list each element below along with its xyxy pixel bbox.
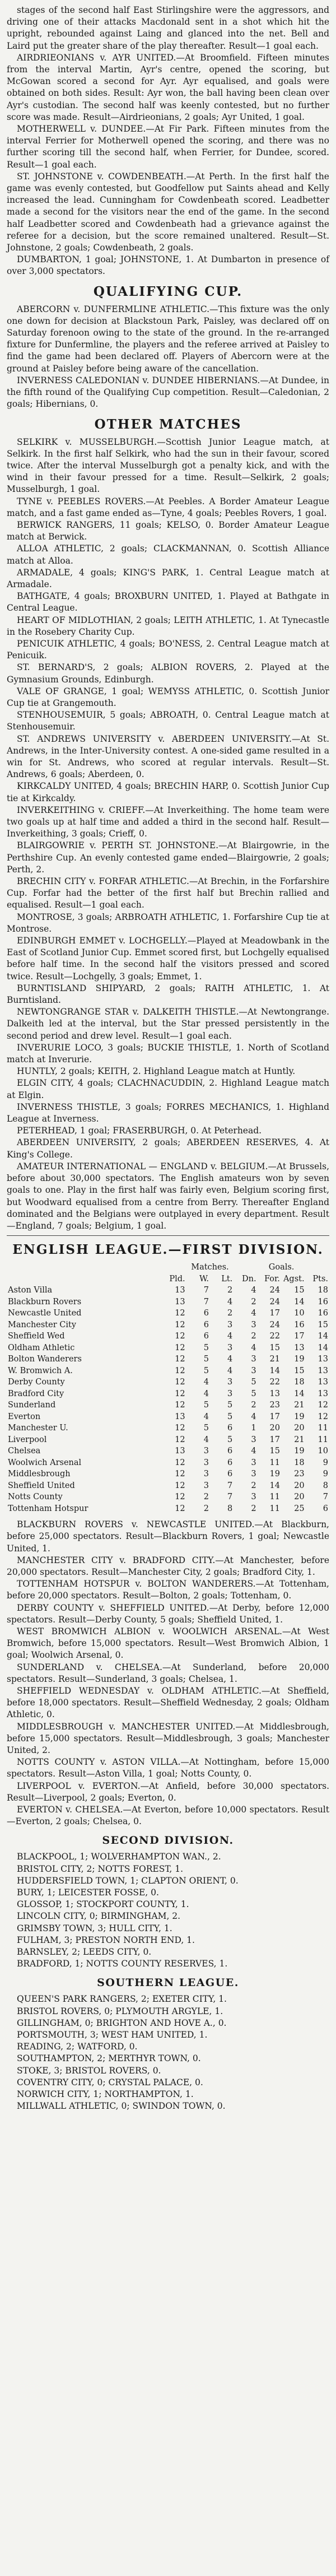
table-row	[7, 1468, 329, 1480]
table-cell: 19	[269, 1470, 280, 1479]
table-cell: 24	[269, 1286, 280, 1295]
first-division-table	[7, 1262, 329, 1514]
table-cell: 11	[318, 1424, 328, 1433]
table-cell: 3	[251, 1492, 256, 1502]
table-row	[7, 1434, 329, 1446]
table-cell: 6	[203, 1332, 209, 1341]
table-cell: 5	[203, 1355, 209, 1364]
table-cell: 3	[203, 1481, 209, 1490]
table-cell: 5	[203, 1424, 209, 1433]
table-cell: 5	[227, 1435, 233, 1444]
table-row	[7, 1354, 329, 1365]
table-cell: 3	[251, 1470, 256, 1479]
result-line: SOUTHAMPTON, 2; MERTHYR TOWN, 0.	[17, 2053, 201, 2064]
match-report: TYNE v. PEEBLES ROVERS.—At Peebles. A Border Amateur League match, and a fast game ended as—Tyne, 4 goals; Peebles Rovers, 1 goal.	[7, 496, 329, 518]
match-report: ABERDEEN UNIVERSITY, 2 goals; ABERDEEN RESERVES, 4. At King's College.	[7, 1137, 329, 1160]
second-division-results	[7, 1851, 329, 1970]
table-cell: 18	[318, 1286, 328, 1295]
table-cell: 3	[251, 1320, 256, 1329]
table-cell: 3	[203, 1458, 209, 1467]
match-report: NEWTONGRANGE STAR v. DALKEITH THISTLE.—At Newtongrange. Dalkeith led at the interval, but the Star pressed persistently in the second period and drew level. Result—1 goal each.	[7, 1007, 329, 1041]
match-report: INVERNESS THISTLE, 3 goals; FORRES MECHANICS, 1. Highland League at Inverness.	[7, 1101, 329, 1124]
table-cell: 4	[203, 1389, 209, 1398]
table-row	[7, 1331, 329, 1342]
table-row	[7, 1422, 329, 1434]
table-row	[7, 1365, 329, 1377]
match-report: STENHOUSEMUIR, 5 goals; ABROATH, 0. Central League match at Stenhousemuir.	[7, 710, 329, 732]
team-name: Bradford City	[8, 1389, 64, 1398]
table-cell: 13	[318, 1355, 328, 1364]
table-cell: 2	[203, 1504, 209, 1513]
table-cell: 10	[294, 1309, 305, 1318]
other-matches-section	[7, 436, 329, 1233]
column-header: Dn.	[242, 1274, 256, 1284]
table-cell: 8	[323, 1481, 328, 1490]
table-cell: 13	[269, 1389, 280, 1398]
table-cell: 6	[227, 1470, 233, 1479]
table-cell: 13	[318, 1366, 328, 1375]
table-header-row	[7, 1273, 329, 1285]
match-report: BLACKBURN ROVERS v. NEWCASTLE UNITED.—At Blackburn, before 25,000 spectators. Result—Blackburn Rovers, 1 goal; Newcastle United, 1.	[7, 1519, 329, 1554]
table-cell: 16	[318, 1297, 328, 1306]
match-report: INVERURIE LOCO, 3 goals; BUCKIE THISTLE, 1. North of Scotland match at Inverurie.	[7, 1042, 329, 1065]
table-cell: 12	[175, 1458, 185, 1467]
table-cell: 15	[269, 1343, 280, 1352]
table-cell: 13	[175, 1286, 185, 1295]
table-cell: 13	[175, 1297, 185, 1306]
result-line: BRADFORD, 1; NOTTS COUNTY RESERVES, 1.	[17, 1959, 228, 1969]
matches-header: Matches.	[191, 1263, 229, 1272]
first-division-heading: ENGLISH LEAGUE.—FIRST DIVISION.	[12, 1242, 324, 1258]
table-cell: 17	[269, 1412, 280, 1421]
team-name: Aston Villa	[8, 1286, 53, 1295]
team-name: Middlesbrough	[8, 1470, 71, 1479]
table-cell: 2	[251, 1297, 256, 1306]
match-report: MIDDLESBROUGH v. MANCHESTER UNITED.—At Middlesbrough, before 15,000 spectators. Result—Middlesbrough, 3 goals; Manchester United, 2.	[7, 1721, 329, 1755]
match-report: EDINBURGH EMMET v. LOCHGELLY.—Played at Meadowbank in the East of Scotland Junior Cup. Emmet scored first, but Lochgelly equalised before half time. In the second half the visitors pressed and scored twice. Result—Lochgelly, 3 goals; Emmet, 1.	[7, 936, 329, 982]
table-cell: 20	[294, 1481, 305, 1490]
table-cell: 3	[251, 1355, 256, 1364]
table-row	[7, 1491, 329, 1503]
table-cell: 3	[203, 1470, 209, 1479]
table-cell: 13	[318, 1378, 328, 1387]
table-cell: 12	[318, 1401, 328, 1410]
table-cell: 6	[203, 1320, 209, 1329]
team-name: Bolton Wanderers	[8, 1355, 82, 1364]
result-line: PORTSMOUTH, 3; WEST HAM UNITED, 1.	[17, 2030, 208, 2040]
table-cell: 6	[203, 1309, 209, 1318]
table-cell: 4	[227, 1355, 233, 1364]
table-cell: 3	[227, 1343, 233, 1352]
table-cell: 5	[203, 1366, 209, 1375]
table-cell: 12	[175, 1378, 185, 1387]
column-header: Pld.	[169, 1274, 185, 1284]
match-report: ELGIN CITY, 4 goals; CLACHNACUDDIN, 2. Highland League match at Elgin.	[7, 1078, 329, 1100]
table-cell: 5	[203, 1343, 209, 1352]
team-name: Newcastle United	[8, 1309, 82, 1318]
southern-league-heading: SOUTHERN LEAGUE.	[97, 1977, 239, 1989]
other-matches-heading: OTHER MATCHES	[94, 416, 242, 432]
match-report: ABERCORN v. DUNFERMLINE ATHLETIC.—This fixture was the only one down for decision at Blackstoun Park, Paisley, was declared off on Saturday forenoon owing to the state of the ground. In the re-arranged fixture for Dunfermline, the players and the referee arrived at Paisley to find the game had been declared off. Players of Abercorn were at the ground at Paisley before being aware of the cancellation.	[7, 304, 329, 374]
table-cell: 11	[269, 1504, 280, 1513]
result-line: GRIMSBY TOWN, 3; HULL CITY, 1.	[17, 1923, 172, 1933]
table-row	[7, 1399, 329, 1411]
match-report: ST. BERNARD'S, 2 goals; ALBION ROVERS, 2. Played at the Gymnasium Grounds, Edinburgh.	[7, 662, 329, 685]
table-cell: 4	[251, 1412, 256, 1421]
result-line: BARNSLEY, 2; LEEDS CITY, 0.	[17, 1947, 152, 1957]
match-report: TOTTENHAM HOTSPUR v. BOLTON WANDERERS.—At Tottenham, before 20,000 spectators. Result—Bolton, 2 goals; Tottenham, 0.	[7, 1579, 329, 1601]
match-report: KIRKCALDY UNITED, 4 goals; BRECHIN HARP, 0. Scottish Junior Cup tie at Kirkcaldy.	[7, 781, 329, 803]
team-name: Manchester U.	[8, 1424, 68, 1433]
table-cell: 11	[318, 1435, 328, 1444]
table-cell: 6	[227, 1458, 233, 1467]
match-report: BATHGATE, 4 goals; BROXBURN UNITED, 1. Played at Bathgate in Central League.	[7, 591, 329, 613]
table-cell: 14	[294, 1297, 305, 1306]
column-header: Agst.	[283, 1274, 305, 1284]
table-cell: 4	[251, 1447, 256, 1456]
table-cell: 12	[318, 1412, 328, 1421]
table-cell: 12	[175, 1504, 185, 1513]
table-cell: 12	[175, 1366, 185, 1375]
match-report: BRECHIN CITY v. FORFAR ATHLETIC.—At Brechin, in the Forfarshire Cup. Forfar had the better of the first half but Brechin rallied and equalised. Result—1 goal each.	[7, 876, 329, 910]
match-report: AMATEUR INTERNATIONAL — ENGLAND v. BELGIUM.—At Brussels, before about 30,000 spectators. The English amateurs won by seven goals to one. Play in the first half was fairly even, Belgium scoring first, but Woodward equalised from a centre from Berry. Thereafter England dominated and the Belgians were outplayed in every department. Result—England, 7 goals; Belgium, 1 goal.	[7, 1161, 329, 1231]
result-line: HUDDERSFIELD TOWN, 1; CLAPTON ORIENT, 0.	[17, 1875, 239, 1886]
table-cell: 15	[269, 1447, 280, 1456]
table-cell: 12	[175, 1343, 185, 1352]
table-row	[7, 1457, 329, 1469]
match-report: BERWICK RANGERS, 11 goals; KELSO, 0. Border Amateur League match at Berwick.	[7, 519, 329, 542]
match-report: MOTHERWELL v. DUNDEE.—At Fir Park. Fifteen minutes from the interval Ferrier for Motherwell opened the scoring, and there was no further scoring till the second half, when Ferrier, for Dundee, scored. Result—1 goal each.	[7, 124, 329, 170]
table-cell: 12	[175, 1401, 185, 1410]
match-report: BURNTISLAND SHIPYARD, 2 goals; RAITH ATHLETIC, 1. At Burntisland.	[7, 983, 329, 1006]
table-cell: 13	[318, 1389, 328, 1398]
table-cell: 3	[251, 1435, 256, 1444]
table-cell: 21	[269, 1355, 280, 1364]
table-cell: 19	[294, 1355, 305, 1364]
result-line: LINCOLN CITY, 0; BIRMINGHAM, 2.	[17, 1911, 181, 1922]
match-report: MANCHESTER CITY v. BRADFORD CITY.—At Manchester, before 20,000 spectators. Result—Manchester City, 2 goals; Bradford City, 1.	[7, 1555, 329, 1577]
table-cell: 23	[294, 1470, 305, 1479]
table-row	[7, 1377, 329, 1388]
table-cell: 24	[269, 1320, 280, 1329]
table-cell: 22	[269, 1378, 280, 1387]
table-cell: 21	[294, 1401, 305, 1410]
table-cell: 14	[269, 1481, 280, 1490]
qualifying-cup-section	[7, 304, 329, 411]
match-report: NOTTS COUNTY v. ASTON VILLA.—At Nottingham, before 15,000 spectators. Result—Aston Villa, 1 goal; Notts County, 0.	[7, 1757, 329, 1779]
team-name: Woolwich Arsenal	[8, 1458, 82, 1467]
table-row	[7, 1308, 329, 1319]
result-line: NORWICH CITY, 1; NORTHAMPTON, 1.	[17, 2089, 194, 2100]
table-cell: 3	[251, 1366, 256, 1375]
table-cell: 12	[175, 1355, 185, 1364]
table-cell: 12	[175, 1320, 185, 1329]
table-cell: 4	[227, 1297, 233, 1306]
table-cell: 2	[251, 1481, 256, 1490]
table-cell: 3	[227, 1378, 233, 1387]
table-cell: 14	[294, 1389, 305, 1398]
table-cell: 7	[203, 1286, 209, 1295]
result-line: GLOSSOP, 1; STOCKPORT COUNTY, 1.	[17, 1899, 189, 1910]
match-report: EVERTON v. CHELSEA.—At Everton, before 10,000 spectators. Result—Everton, 2 goals; Chelsea, 0.	[7, 1804, 329, 1827]
table-cell: 11	[269, 1458, 280, 1467]
table-cell: 16	[318, 1309, 328, 1318]
match-report: DUMBARTON, 1 goal; JOHNSTONE, 1. At Dumbarton in presence of over 3,000 spectators.	[7, 254, 329, 277]
table-cell: 2	[227, 1286, 233, 1295]
table-cell: 12	[175, 1492, 185, 1502]
table-cell: 25	[294, 1504, 305, 1513]
result-line: QUEEN'S PARK RANGERS, 2; EXETER CITY, 1.	[17, 1994, 227, 2005]
table-cell: 23	[269, 1401, 280, 1410]
table-cell: 5	[251, 1378, 256, 1387]
table-cell: 12	[175, 1435, 185, 1444]
divider	[7, 1235, 329, 1236]
result-line: FULHAM, 3; PRESTON NORTH END, 1.	[17, 1935, 195, 1945]
match-report: VALE OF GRANGE, 1 goal; WEMYSS ATHLETIC, 0. Scottish Junior Cup tie at Grangemouth.	[7, 686, 329, 708]
column-header: W.	[199, 1274, 209, 1284]
table-row	[7, 1503, 329, 1515]
table-cell: 20	[269, 1424, 280, 1433]
table-cell: 13	[294, 1343, 305, 1352]
table-row	[7, 1388, 329, 1400]
table-cell: 9	[323, 1458, 328, 1467]
article-top	[7, 4, 329, 278]
table-cell: 6	[323, 1504, 328, 1513]
southern-league-results	[7, 1993, 329, 2112]
table-cell: 17	[294, 1332, 305, 1341]
match-report: HEART OF MIDLOTHIAN, 2 goals; LEITH ATHLETIC, 1. At Tynecastle in the Rosebery Charity Cup.	[7, 615, 329, 637]
table-cell: 4	[251, 1286, 256, 1295]
match-report: AIRDRIEONIANS v. AYR UNITED.—At Broomfield. Fifteen minutes from the interval Martin, Ayr's centre, opened the scoring, but McGowan scored a second for Ayr. Ayr equalised, and goals were obtained on both sides. Result: Ayr won, the ball having been clean over Ayr's custodian. The second half was keenly contested, but no further score was made. Result—Airdrieonians, 2 goals; Ayr United, 1 goal.	[7, 52, 329, 122]
table-cell: 4	[227, 1366, 233, 1375]
result-line: READING, 2; WATFORD, 0.	[17, 2042, 138, 2052]
match-report: BLAIRGOWRIE v. PERTH ST. JOHNSTONE.—At Blairgowrie, in the Perthshire Cup. An evenly contested game ended—Blairgowrie, 2 goals; Perth, 2.	[7, 840, 329, 875]
match-report: ST. JOHNSTONE v. COWDENBEATH.—At Perth. In the first half the game was evenly contested, but Goodfellow put Saints ahead and Kelly increased the lead. Cunningham for Cowdenbeath scored. Leadbetter made a second for the visitors near the end of the game. In the second half Leadbetter scored and Cowdenbeath had a grievance against the referee for a decision, but the score remained unaltered. Result—St. Johnstone, 2 goals; Cowdenbeath, 2 goals.	[7, 171, 329, 253]
table-cell: 8	[227, 1504, 233, 1513]
table-cell: 14	[269, 1366, 280, 1375]
column-header: For.	[264, 1274, 280, 1284]
table-row	[7, 1445, 329, 1457]
table-cell: 7	[227, 1481, 233, 1490]
table-cell: 17	[269, 1309, 280, 1318]
table-cell: 12	[175, 1332, 185, 1341]
team-name: Sheffield Wed	[8, 1332, 65, 1341]
table-cell: 2	[203, 1492, 209, 1502]
table-cell: 12	[175, 1470, 185, 1479]
result-line: GILLINGHAM, 0; BRIGHTON AND HOVE A., 0.	[17, 2017, 227, 2028]
table-cell: 19	[294, 1412, 305, 1421]
table-cell: 4	[203, 1412, 209, 1421]
table-cell: 5	[251, 1389, 256, 1398]
result-line: BLACKPOOL, 1; WOLVERHAMPTON WAN., 2.	[17, 1852, 221, 1862]
match-report: INVERKEITHING v. CRIEFF.—At Inverkeithing. The home team were two goals up at half time and added a third in the second half. Result—Inverkeithing, 3 goals; Crieff, 0.	[7, 805, 329, 839]
result-line: COVENTRY CITY, 0; CRYSTAL PALACE, 0.	[17, 2077, 203, 2087]
match-report: SELKIRK v. MUSSELBURGH.—Scottish Junior League match, at Selkirk. In the first half Selkirk, who had the sun in their favour, scored twice. After the interval Musselburgh got a penalty kick, and with the wind in their favour pressed for a time. Result—Selkirk, 2 goals; Musselburgh, 1 goal.	[7, 436, 329, 495]
team-name: Liverpool	[8, 1435, 47, 1444]
table-cell: 15	[294, 1286, 305, 1295]
table-cell: 3	[251, 1458, 256, 1467]
result-line: STOKE, 3; BRISTOL ROVERS, 0.	[17, 2065, 161, 2076]
table-cell: 11	[269, 1492, 280, 1502]
table-cell: 2	[251, 1332, 256, 1341]
team-name: Sunderland	[8, 1401, 56, 1410]
table-header-group-row	[7, 1262, 329, 1273]
table-row	[7, 1319, 329, 1331]
second-division-heading: SECOND DIVISION.	[102, 1834, 234, 1847]
column-header: Pts.	[312, 1274, 328, 1284]
table-cell: 5	[227, 1412, 233, 1421]
table-cell: 19	[294, 1447, 305, 1456]
table-cell: 15	[318, 1320, 328, 1329]
table-cell: 18	[294, 1378, 305, 1387]
table-cell: 7	[323, 1492, 328, 1502]
result-line: BRISTOL CITY, 2; NOTTS FOREST, 1.	[17, 1863, 184, 1874]
table-cell: 12	[175, 1389, 185, 1398]
match-report: HUNTLY, 2 goals; KEITH, 2. Highland League match at Huntly.	[17, 1066, 296, 1077]
table-cell: 24	[269, 1297, 280, 1306]
table-cell: 4	[203, 1378, 209, 1387]
match-report: WEST BROMWICH ALBION v. WOOLWICH ARSENAL.—At West Bromwich, before 15,000 spectators. Result—West Bromwich Albion, 1 goal; Woolwich Arsenal, 0.	[7, 1626, 329, 1661]
table-cell: 12	[175, 1481, 185, 1490]
table-cell: 9	[323, 1470, 328, 1479]
table-cell: 6	[227, 1424, 233, 1433]
match-report: stages of the second half East Stirlingshire were the aggressors, and driving one of their attacks Macdonald sent in a shot which hit the upright, rebounded against Laing and glanced into the net. Bell and Laird put the greater share of the play thereafter. Result—1 goal each.	[7, 5, 329, 51]
table-cell: 18	[294, 1458, 305, 1467]
table-cell: 4	[227, 1332, 233, 1341]
table-cell: 5	[227, 1401, 233, 1410]
table-cell: 14	[318, 1343, 328, 1352]
match-report: DERBY COUNTY v. SHEFFIELD UNITED.—At Derby, before 12,000 spectators. Result—Derby County, 5 goals; Sheffield United, 1.	[7, 1602, 329, 1625]
team-name: Notts County	[8, 1492, 63, 1502]
team-name: Chelsea	[8, 1447, 41, 1456]
table-cell: 16	[294, 1320, 305, 1329]
table-cell: 4	[203, 1435, 209, 1444]
result-line: MILLWALL ATHLETIC, 0; SWINDON TOWN, 0.	[17, 2101, 226, 2112]
table-row	[7, 1480, 329, 1492]
table-row	[7, 1296, 329, 1308]
table-cell: 20	[294, 1424, 305, 1433]
table-row	[7, 1411, 329, 1423]
match-report: LIVERPOOL v. EVERTON.—At Anfield, before 30,000 spectators. Result—Liverpool, 2 goals; Everton, 0.	[7, 1780, 329, 1803]
table-cell: 1	[251, 1424, 256, 1433]
column-header: Lt.	[221, 1274, 233, 1284]
table-cell: 17	[269, 1435, 280, 1444]
team-name: Blackburn Rovers	[8, 1297, 82, 1306]
table-cell: 7	[227, 1492, 233, 1502]
team-name: W. Bromwich A.	[8, 1366, 73, 1375]
table-cell: 2	[251, 1401, 256, 1410]
table-cell: 5	[203, 1401, 209, 1410]
table-cell: 21	[294, 1435, 305, 1444]
first-division-results	[7, 1519, 329, 1828]
table-cell: 12	[175, 1309, 185, 1318]
match-report: PENICUIK ATHLETIC, 4 goals; BO'NESS, 2. Central League match at Penicuik.	[7, 638, 329, 661]
table-cell: 3	[227, 1389, 233, 1398]
team-name: Everton	[8, 1412, 41, 1421]
match-report: INVERNESS CALEDONIAN v. DUNDEE HIBERNIANS.—At Dundee, in the fifth round of the Qualifying Cup competition. Result—Caledonian, 2 goals; Hibernians, 0.	[7, 375, 329, 410]
match-report: SUNDERLAND v. CHELSEA.—At Sunderland, before 20,000 spectators. Result—Sunderland, 3 goals; Chelsea, 1.	[7, 1662, 329, 1684]
match-report: ARMADALE, 4 goals; KING'S PARK, 1. Central League match at Armadale.	[7, 567, 329, 589]
table-cell: 20	[294, 1492, 305, 1502]
table-cell: 6	[227, 1447, 233, 1456]
team-name: Tottenham Hotspur	[8, 1504, 88, 1513]
table-cell: 13	[175, 1412, 185, 1421]
match-report: ST. ANDREWS UNIVERSITY v. ABERDEEN UNIVERSITY.—At St. Andrews, in the Inter-University contest. A one-sided game resulted in a win for St. Andrews, who scored at regular intervals. Result—St. Andrews, 6 goals; Aberdeen, 0.	[7, 733, 329, 780]
goals-header: Goals.	[268, 1263, 295, 1272]
table-row	[7, 1285, 329, 1296]
table-row	[7, 1342, 329, 1354]
match-report: PETERHEAD, 1 goal; FRASERBURGH, 0. At Peterhead.	[17, 1126, 262, 1136]
table-cell: 7	[203, 1297, 209, 1306]
table-cell: 12	[175, 1424, 185, 1433]
first-division-body	[7, 1285, 329, 1514]
table-cell: 4	[251, 1309, 256, 1318]
table-cell: 13	[175, 1447, 185, 1456]
table-cell: 3	[203, 1447, 209, 1456]
table-cell: 22	[269, 1332, 280, 1341]
team-name: Derby County	[8, 1378, 65, 1387]
table-cell: 14	[318, 1332, 328, 1341]
team-name: Manchester City	[8, 1320, 77, 1329]
match-report: MONTROSE, 3 goals; ARBROATH ATHLETIC, 1. Forfarshire Cup tie at Montrose.	[7, 912, 329, 934]
table-cell: 15	[294, 1366, 305, 1375]
qualifying-cup-heading: QUALIFYING CUP.	[93, 283, 243, 299]
team-name: Oldham Athletic	[8, 1343, 75, 1352]
table-cell: 3	[227, 1320, 233, 1329]
table-cell: 10	[318, 1447, 328, 1456]
team-name: Sheffield United	[8, 1481, 75, 1490]
table-cell: 2	[227, 1309, 233, 1318]
match-report: SHEFFIELD WEDNESDAY v. OLDHAM ATHLETIC.—At Sheffield, before 18,000 spectators. Result—Sheffield Wednesday, 2 goals; Oldham Athletic, 0.	[7, 1685, 329, 1720]
table-cell: 4	[251, 1343, 256, 1352]
result-line: BRISTOL ROVERS, 0; PLYMOUTH ARGYLE, 1.	[17, 2006, 223, 2016]
result-line: BURY, 1; LEICESTER FOSSE, 0.	[17, 1887, 159, 1898]
table-cell: 2	[251, 1504, 256, 1513]
match-report: ALLOA ATHLETIC, 2 goals; CLACKMANNAN, 0. Scottish Alliance match at Alloa.	[7, 543, 329, 566]
